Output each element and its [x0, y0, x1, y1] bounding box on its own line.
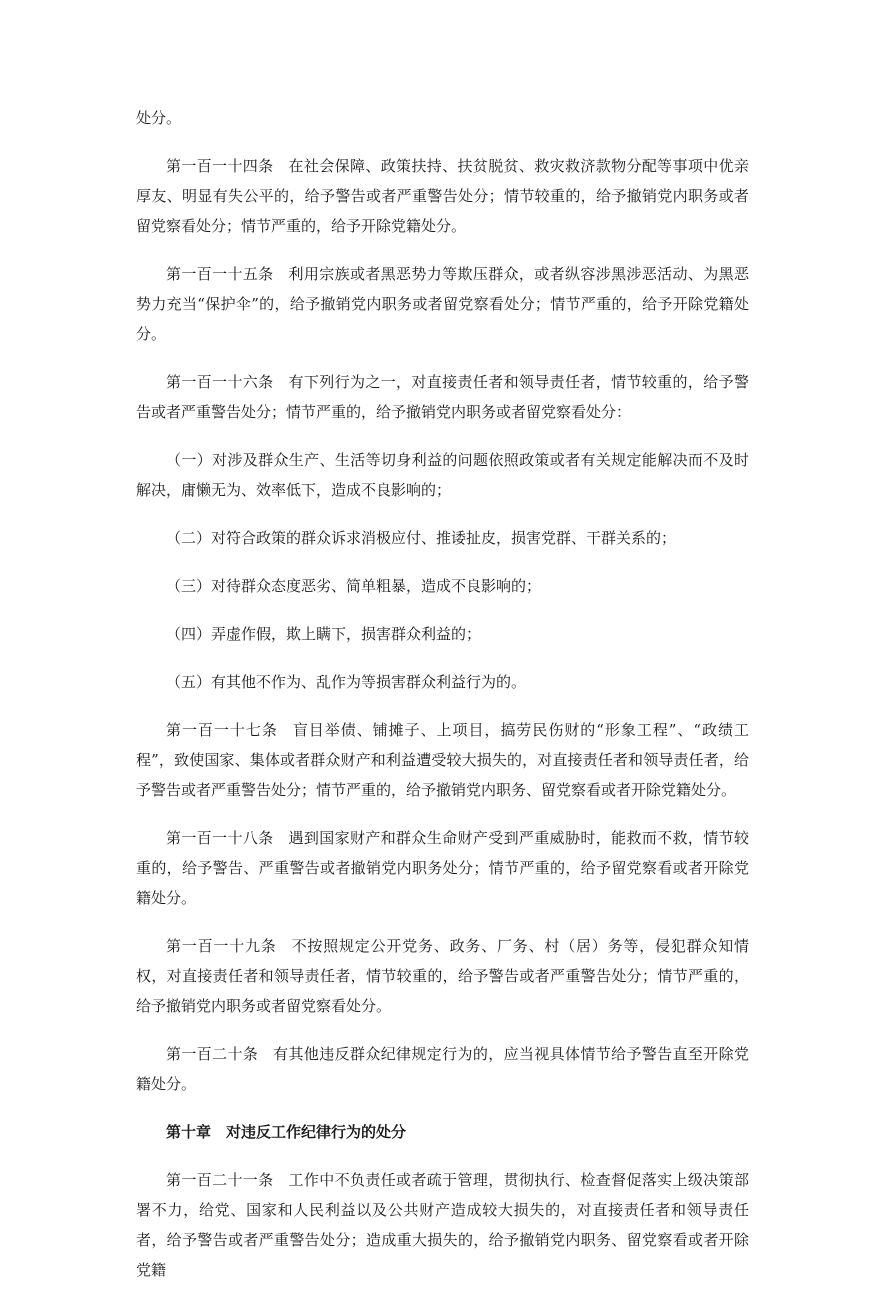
- article-119: [136, 931, 749, 1021]
- article-number: 第一百二十条: [166, 1045, 259, 1063]
- article-117: [136, 715, 749, 805]
- article-number: 第一百一十四条: [166, 157, 274, 175]
- chapter-title: 对违反工作纪律行为的处分: [226, 1123, 407, 1141]
- article-text: 在社会保障、政策扶持、扶贫脱贫、救灾救济款物分配等事项中优亲厚友、明显有失公平的，给予警告或者严重警告处分；情节较重的，给予撤销党内职务或者留党察看处分；情节严重的，给予开除党籍处分。: [136, 157, 749, 235]
- paragraph-continuation: 处分。: [136, 109, 182, 127]
- article-118: [136, 823, 749, 913]
- article-121: [136, 1165, 749, 1285]
- article-115: [136, 259, 749, 349]
- article-text: 盲目举债、铺摊子、上项目，搞劳民伤财的“形象工程”、“政绩工程”，致使国家、集体或者群众财产和利益遭受较大损失的，对直接责任者和领导责任者，给予警告或者严重警告处分；情节严重的，给予撤销党内职务、留党察看或者开除党籍处分。: [136, 721, 749, 799]
- chapter-number: 第十章: [166, 1123, 212, 1141]
- article-text: 不按照规定公开党务、政务、厂务、村（居）务等，侵犯群众知情权，对直接责任者和领导责任者，情节较重的，给予警告或者严重警告处分；情节严重的，给予撤销党内职务或者留党察看处分。: [136, 937, 749, 1015]
- list-item: （一）对涉及群众生产、生活等切身利益的问题依照政策或者有关规定能解决而不及时解决，庸懒无为、效率低下，造成不良影响的；: [136, 451, 749, 499]
- article-text: 有下列行为之一，对直接责任者和领导责任者，情节较重的，给予警告或者严重警告处分；情节严重的，给予撤销党内职务或者留党察看处分：: [136, 373, 749, 421]
- article-number: 第一百一十九条: [166, 937, 277, 955]
- article-number: 第一百一十七条: [166, 721, 278, 739]
- article-text: 利用宗族或者黑恶势力等欺压群众，或者纵容涉黑涉恶活动、为黑恶势力充当“保护伞”的，给予撤销党内职务或者留党察看处分；情节严重的，给予开除党籍处分。: [136, 265, 749, 343]
- article-text: 有其他违反群众纪律规定行为的，应当视具体情节给予警告直至开除党籍处分。: [136, 1045, 749, 1093]
- list-item: （四）弄虚作假，欺上瞒下，损害群众利益的；: [166, 625, 482, 643]
- list-item: （五）有其他不作为、乱作为等损害群众利益行为的。: [166, 673, 527, 691]
- article-text: 遇到国家财产和群众生命财产受到严重威胁时，能救而不救，情节较重的，给予警告、严重警告或者撤销党内职务处分；情节严重的，给予留党察看或者开除党籍处分。: [136, 829, 749, 907]
- document-body: [136, 103, 749, 1303]
- chapter-heading: [136, 1117, 749, 1147]
- article-number: 第一百一十八条: [166, 829, 274, 847]
- article-number: 第一百二十一条: [166, 1171, 274, 1189]
- list-item: （二）对符合政策的群众诉求消极应付、推诿扯皮，损害党群、干群关系的；: [166, 529, 677, 547]
- article-116: [136, 367, 749, 427]
- list-item: （三）对待群众态度恶劣、简单粗暴，造成不良影响的；: [166, 577, 542, 595]
- article-120: [136, 1039, 749, 1099]
- article-114: [136, 151, 749, 241]
- article-text: 工作中不负责任或者疏于管理，贯彻执行、检查督促落实上级决策部署不力，给党、国家和人民利益以及公共财产造成较大损失的，对直接责任者和领导责任者，给予警告或者严重警告处分；造成重大损失的，给予撤销党内职务、留党察看或者开除党籍: [136, 1171, 749, 1279]
- article-number: 第一百一十五条: [166, 265, 274, 283]
- article-number: 第一百一十六条: [166, 373, 274, 391]
